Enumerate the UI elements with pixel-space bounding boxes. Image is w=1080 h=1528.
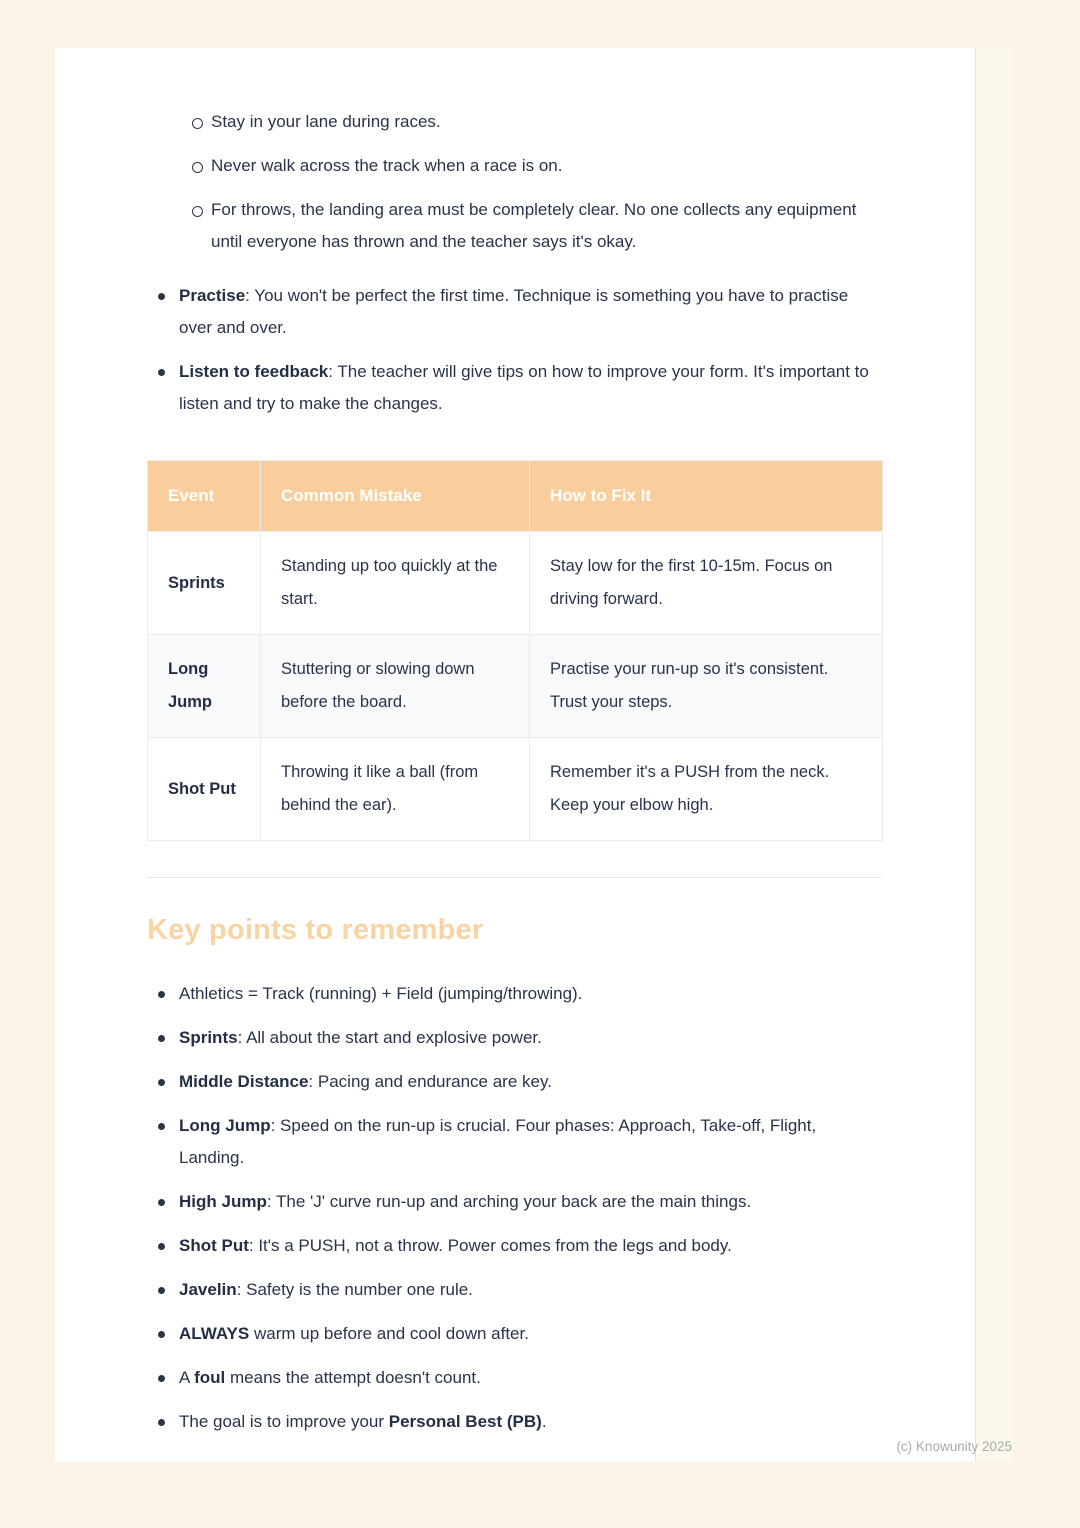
list-item bbox=[147, 1110, 885, 1174]
safety-subpoints-list bbox=[147, 106, 885, 258]
page-footer: (c) Knowunity 2025 bbox=[896, 1439, 1012, 1454]
page-edge-strip bbox=[975, 48, 1013, 1462]
list-item bbox=[147, 978, 885, 1010]
table-header-row bbox=[148, 461, 883, 532]
point-text: : Pacing and endurance are key. bbox=[308, 1072, 552, 1091]
document-page bbox=[55, 48, 975, 1462]
point-bold: Long Jump bbox=[179, 1116, 271, 1135]
point-text: : You won't be perfect the first time. Technique is something you have to practise over and over. bbox=[179, 286, 849, 337]
point-bold: foul bbox=[194, 1368, 226, 1387]
table-row bbox=[148, 635, 883, 738]
point-bold: ALWAYS bbox=[179, 1324, 250, 1343]
common-mistakes-table bbox=[147, 460, 883, 841]
point-text: . bbox=[541, 1412, 547, 1431]
table-row bbox=[148, 738, 883, 841]
subpoint-text: Stay in your lane during races. bbox=[211, 112, 441, 131]
list-item bbox=[147, 1318, 885, 1350]
table-header-event: Event bbox=[148, 461, 261, 532]
point-text: : It's a PUSH, not a throw. Power comes from the legs and body. bbox=[248, 1236, 732, 1255]
table-row bbox=[148, 532, 883, 635]
table-cell-mistake: Throwing it like a ball (from behind the ear). bbox=[261, 738, 530, 841]
point-lead: Listen to feedback bbox=[179, 362, 329, 381]
point-text: means the attempt doesn't count. bbox=[225, 1368, 481, 1387]
point-text: : The 'J' curve run-up and arching your back are the main things. bbox=[266, 1192, 752, 1211]
list-item bbox=[147, 356, 885, 420]
table-cell-fix: Practise your run-up so it's consistent. Trust your steps. bbox=[530, 635, 883, 738]
list-item bbox=[147, 1022, 885, 1054]
list-item bbox=[147, 194, 885, 258]
table-cell-fix: Stay low for the first 10-15m. Focus on driving forward. bbox=[530, 532, 883, 635]
list-item bbox=[147, 280, 885, 344]
section-heading: Key points to remember bbox=[147, 914, 484, 946]
list-item bbox=[147, 1274, 885, 1306]
point-text: : Speed on the run-up is crucial. Four phases: Approach, Take-off, Flight, Landing. bbox=[179, 1116, 817, 1167]
subpoint-text: Never walk across the track when a race is on. bbox=[211, 156, 563, 175]
section-divider bbox=[147, 877, 882, 878]
list-item bbox=[147, 1066, 885, 1098]
list-item bbox=[147, 150, 885, 182]
table-header-fix: How to Fix It bbox=[530, 461, 883, 532]
table-header-mistake: Common Mistake bbox=[261, 461, 530, 532]
list-item bbox=[147, 1186, 885, 1218]
list-item bbox=[147, 1362, 885, 1394]
point-bold: Javelin bbox=[179, 1280, 237, 1299]
point-text: The goal is to improve your bbox=[179, 1412, 389, 1431]
point-bold: Shot Put bbox=[179, 1236, 249, 1255]
point-bold: Middle Distance bbox=[179, 1072, 309, 1091]
point-bold: High Jump bbox=[179, 1192, 267, 1211]
list-item bbox=[147, 1406, 885, 1438]
point-text: : Safety is the number one rule. bbox=[236, 1280, 473, 1299]
table-cell-event: Sprints bbox=[148, 532, 261, 635]
table-cell-mistake: Standing up too quickly at the start. bbox=[261, 532, 530, 635]
point-bold: Sprints bbox=[179, 1028, 238, 1047]
technique-points-list bbox=[147, 280, 885, 420]
subpoint-text: For throws, the landing area must be completely clear. No one collects any equipment until everyone has thrown and the teacher says it's okay. bbox=[211, 200, 857, 251]
point-text: warm up before and cool down after. bbox=[249, 1324, 529, 1343]
table-cell-event: Long Jump bbox=[148, 635, 261, 738]
list-item bbox=[147, 1230, 885, 1262]
point-bold: Personal Best (PB) bbox=[388, 1412, 542, 1431]
list-item bbox=[147, 106, 885, 138]
key-points-list bbox=[147, 978, 885, 1438]
table-cell-mistake: Stuttering or slowing down before the board. bbox=[261, 635, 530, 738]
point-lead: Practise bbox=[179, 286, 246, 305]
table-cell-fix: Remember it's a PUSH from the neck. Keep your elbow high. bbox=[530, 738, 883, 841]
document-content bbox=[147, 106, 885, 1450]
table-cell-event: Shot Put bbox=[148, 738, 261, 841]
point-text: A bbox=[179, 1368, 195, 1387]
point-text: Athletics = Track (running) + Field (jumping/throwing). bbox=[179, 984, 583, 1003]
point-text: : All about the start and explosive power. bbox=[237, 1028, 542, 1047]
point-text: : The teacher will give tips on how to improve your form. It's important to listen and try to make the changes. bbox=[179, 362, 869, 413]
